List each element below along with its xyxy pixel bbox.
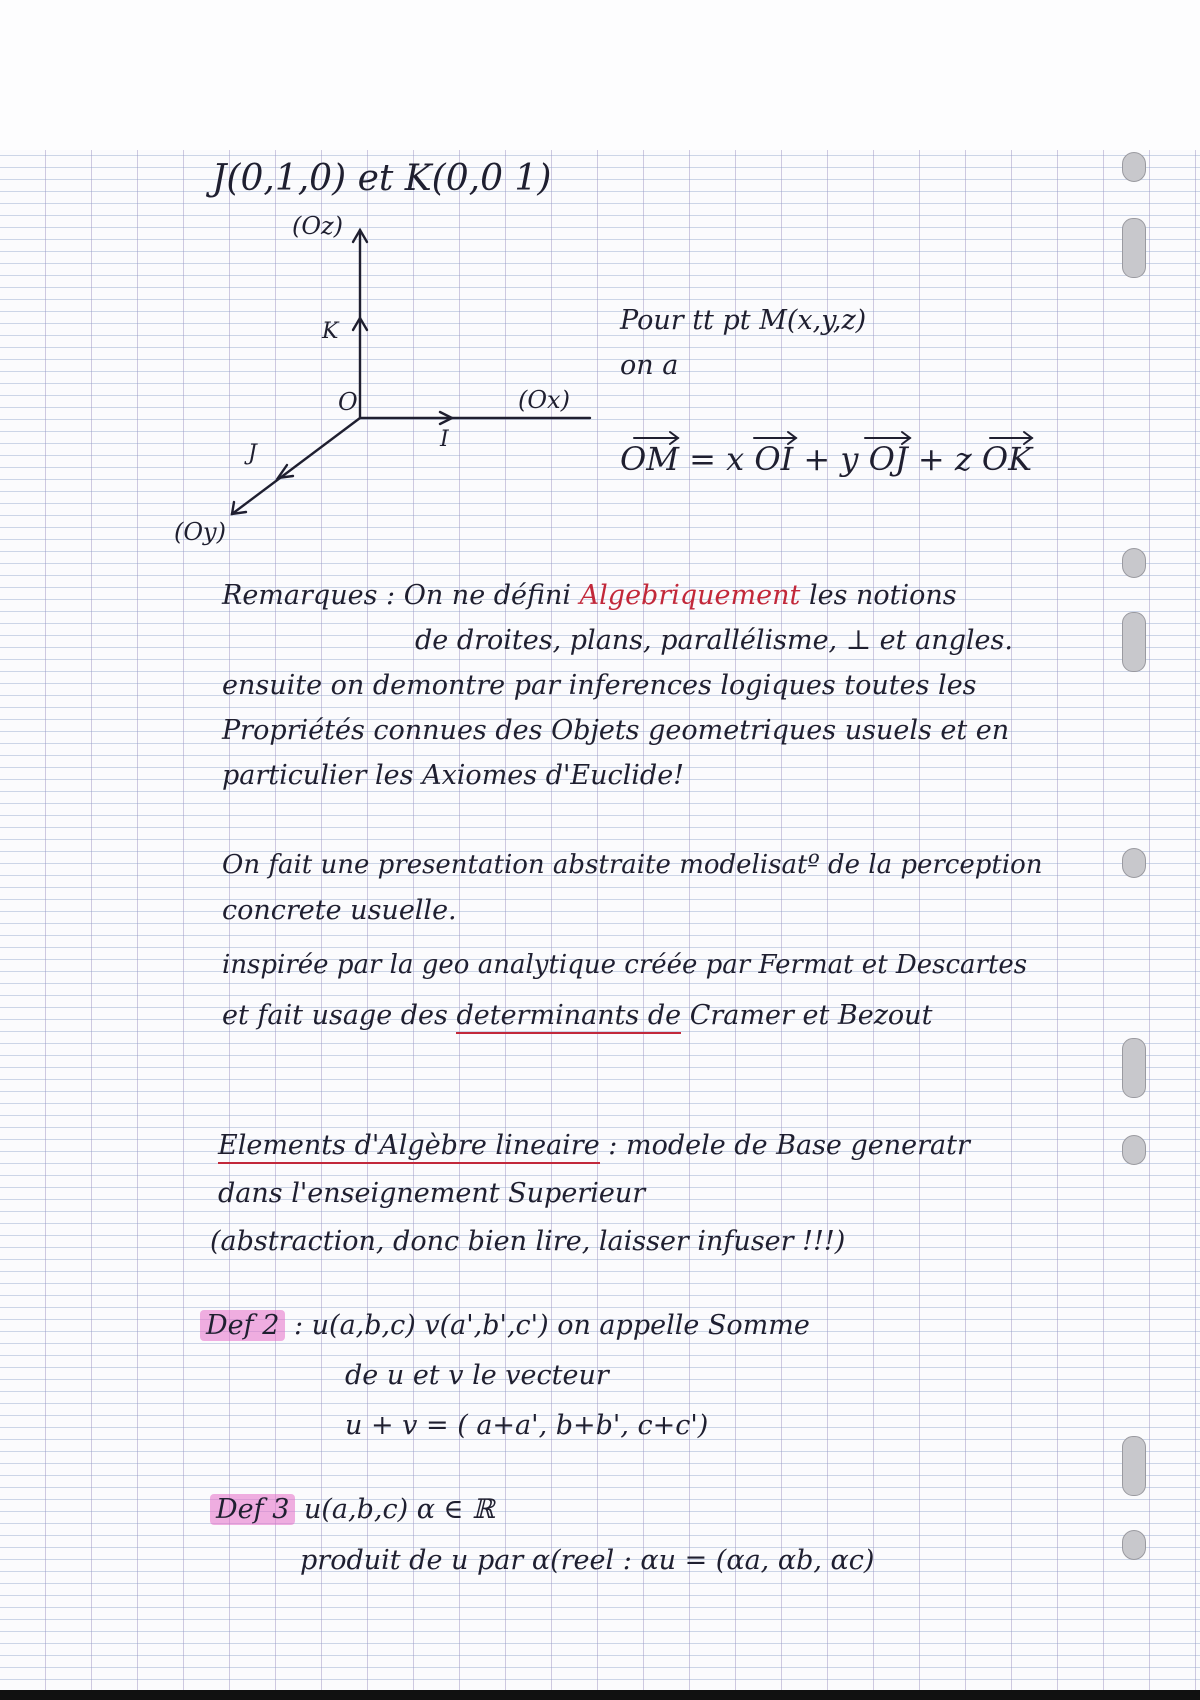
- def2-line1: [200, 1310, 810, 1341]
- presentation-line1: On fait une presentation abstraite modelisatº de la perception: [222, 850, 1043, 880]
- oy-axis: [232, 418, 360, 514]
- remark-line2: de droites, plans, parallélisme, ⊥ et angles.: [415, 625, 1013, 656]
- def3-text: u(a,b,c) α ∈ ℝ: [303, 1494, 495, 1525]
- remark-text-b: les notions: [808, 580, 957, 611]
- elements-line3: (abstraction, donc bien lire, laisser infuser !!!): [210, 1226, 846, 1257]
- binder-hole: [1122, 218, 1146, 278]
- point-statement-line2: on a: [620, 350, 679, 381]
- elements-title: Elements d'Algèbre lineaire: [218, 1130, 600, 1164]
- binder-hole: [1122, 152, 1146, 182]
- binder-hole: [1122, 1135, 1146, 1165]
- remark-highlight-red: Algebriquement: [579, 580, 801, 611]
- def2-label: Def 2: [200, 1310, 285, 1341]
- label-oy: (Oy): [174, 518, 226, 546]
- def3-line1: [210, 1494, 495, 1525]
- axes-diagram: [170, 212, 610, 552]
- label-i: I: [440, 427, 449, 452]
- point-statement-line1: Pour tt pt M(x,y,z): [620, 305, 867, 336]
- page-top-margin: [0, 0, 1200, 150]
- def3-label: Def 3: [210, 1494, 295, 1525]
- presentation-line4: [222, 1000, 932, 1031]
- remark-label: Remarques :: [222, 580, 396, 611]
- binder-hole: [1122, 1038, 1146, 1098]
- determinants-underlined: determinants de: [456, 1000, 681, 1034]
- j-arrowhead: [278, 465, 293, 478]
- remark-line5: particulier les Axiomes d'Euclide!: [222, 760, 685, 791]
- page-bottom-edge: [0, 1690, 1200, 1700]
- label-ox: (Ox): [518, 386, 570, 414]
- remark-text-a: On ne défini: [403, 580, 572, 611]
- def2-line3: u + v = ( a+a', b+b', c+c'): [345, 1410, 709, 1441]
- binder-hole: [1122, 548, 1146, 578]
- label-k: K: [322, 319, 339, 344]
- binder-hole: [1122, 612, 1146, 672]
- binder-hole: [1122, 1530, 1146, 1560]
- binder-hole: [1122, 1436, 1146, 1496]
- remark-line4: Propriétés connues des Objets geometriques usuels et en: [222, 715, 1010, 746]
- label-j: J: [248, 441, 257, 466]
- def2-line2: de u et v le vecteur: [345, 1360, 609, 1391]
- presentation-text-b: Cramer et Bezout: [689, 1000, 933, 1031]
- presentation-line2: concrete usuelle.: [222, 895, 457, 926]
- elements-title-rest: : modele de Base generatr: [608, 1130, 970, 1161]
- vector-arrows: [620, 420, 1100, 450]
- remark-line3: ensuite on demontre par inferences logiques toutes les: [222, 670, 977, 701]
- def2-text: : u(a,b,c) v(a',b',c') on appelle Somme: [293, 1310, 810, 1341]
- remark-line1: [222, 580, 957, 611]
- elements-line2: dans l'enseignement Superieur: [218, 1178, 646, 1209]
- vector-formula: OM = x OI + y OJ + z OK: [620, 440, 1033, 478]
- binder-hole: [1122, 848, 1146, 878]
- presentation-line3: inspirée par la geo analytique créée par Fermat et Descartes: [222, 950, 1028, 980]
- label-oz: (Oz): [292, 212, 344, 240]
- elements-title-line: [218, 1130, 970, 1161]
- presentation-text-a: et fait usage des: [222, 1000, 448, 1031]
- label-o: O: [338, 388, 358, 416]
- heading-points: J(0,1,0) et K(0,0 1): [212, 158, 552, 199]
- def3-line2: produit de u par α(reel : αu = (αa, αb, αc): [300, 1545, 875, 1576]
